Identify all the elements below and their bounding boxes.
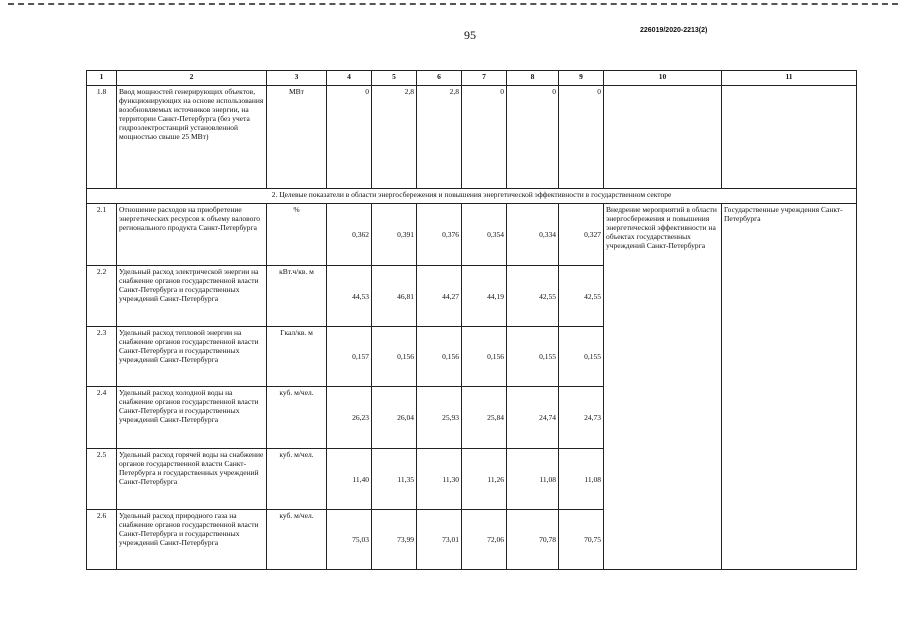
unit-cell: кВт.ч/кв. м xyxy=(267,266,327,327)
row-number: 1.8 xyxy=(87,86,117,189)
responsible-cell: Государственные учреждения Санкт-Петербурга xyxy=(722,204,857,570)
value-cell: 26,04 xyxy=(372,387,417,449)
indicator-name: Удельный расход электрической энергии на снабжение органов государственной власти Санкт-Петербурга и государственных учреждений Санкт-Петербурга xyxy=(117,266,267,327)
value-cell: 0,156 xyxy=(462,327,507,387)
value-cell: 73,01 xyxy=(417,510,462,570)
value-cell: 42,55 xyxy=(507,266,559,327)
value-cell: 2,8 xyxy=(372,86,417,189)
value-cell: 0,156 xyxy=(417,327,462,387)
indicators-table xyxy=(86,70,857,570)
indicator-name: Удельный расход тепловой энергии на снабжение органов государственной власти Санкт-Петербурга и государственных учреждений Санкт-Петербурга xyxy=(117,327,267,387)
value-cell: 11,35 xyxy=(372,449,417,510)
value-cell: 0,156 xyxy=(372,327,417,387)
indicator-name: Удельный расход горячей воды на снабжение органов государственной власти Санкт-Петербурга и государственных учреждений Санкт-Петербурга xyxy=(117,449,267,510)
section-title: 2. Целевые показатели в области энергосбережения и повышения энергетической эффективности в государственном секторе xyxy=(87,189,857,204)
table-row xyxy=(87,86,857,189)
table-row xyxy=(87,204,857,266)
value-cell: 0,327 xyxy=(559,204,604,266)
value-cell: 70,75 xyxy=(559,510,604,570)
header-cell: 10 xyxy=(604,71,722,86)
value-cell: 0 xyxy=(559,86,604,189)
header-row xyxy=(87,71,857,86)
indicator-name: Удельный расход природного газа на снабжение органов государственной власти Санкт-Петербурга и государственных учреждений Санкт-Петербурга xyxy=(117,510,267,570)
row-number: 2.6 xyxy=(87,510,117,570)
empty-cell xyxy=(722,86,857,189)
row-number: 2.4 xyxy=(87,387,117,449)
value-cell: 73,99 xyxy=(372,510,417,570)
row-number: 2.5 xyxy=(87,449,117,510)
value-cell: 0,155 xyxy=(507,327,559,387)
indicator-name: Ввод мощностей генерирующих объектов, функционирующих на основе использования возобновляемых источников энергии, на территории Санкт-Петербурга (без учета гидроэлектростанций установленной мощностью свыше 25 МВт) xyxy=(117,86,267,189)
value-cell: 42,55 xyxy=(559,266,604,327)
indicator-name: Удельный расход холодной воды на снабжение органов государственной власти Санкт-Петербурга и государственных учреждений Санкт-Петербурга xyxy=(117,387,267,449)
header-cell: 8 xyxy=(507,71,559,86)
value-cell: 24,73 xyxy=(559,387,604,449)
value-cell: 0 xyxy=(507,86,559,189)
value-cell: 70,78 xyxy=(507,510,559,570)
document-code: 226019/2020-2213(2) xyxy=(640,27,708,34)
value-cell: 0,354 xyxy=(462,204,507,266)
row-number: 2.3 xyxy=(87,327,117,387)
value-cell: 0,362 xyxy=(327,204,372,266)
header-cell: 6 xyxy=(417,71,462,86)
unit-cell: Гкал/кв. м xyxy=(267,327,327,387)
value-cell: 0,157 xyxy=(327,327,372,387)
value-cell: 75,03 xyxy=(327,510,372,570)
unit-cell: % xyxy=(267,204,327,266)
value-cell: 0 xyxy=(327,86,372,189)
value-cell: 0 xyxy=(462,86,507,189)
unit-cell: МВт xyxy=(267,86,327,189)
value-cell: 44,53 xyxy=(327,266,372,327)
measures-cell: Внедрение мероприятий в области энергосбережения и повышения энергетической эффективности на объектах государственных учреждений Санкт-Петербурга xyxy=(604,204,722,570)
value-cell: 11,40 xyxy=(327,449,372,510)
value-cell: 44,19 xyxy=(462,266,507,327)
header-cell: 7 xyxy=(462,71,507,86)
value-cell: 11,30 xyxy=(417,449,462,510)
value-cell: 44,27 xyxy=(417,266,462,327)
header-cell: 5 xyxy=(372,71,417,86)
value-cell: 0,155 xyxy=(559,327,604,387)
value-cell: 25,93 xyxy=(417,387,462,449)
header-cell: 3 xyxy=(267,71,327,86)
header-cell: 9 xyxy=(559,71,604,86)
value-cell: 26,23 xyxy=(327,387,372,449)
value-cell: 11,08 xyxy=(559,449,604,510)
row-number: 2.2 xyxy=(87,266,117,327)
unit-cell: куб. м/чел. xyxy=(267,510,327,570)
value-cell: 72,06 xyxy=(462,510,507,570)
row-number: 2.1 xyxy=(87,204,117,266)
value-cell: 25,84 xyxy=(462,387,507,449)
header-cell: 1 xyxy=(87,71,117,86)
indicator-name: Отношение расходов на приобретение энергетических ресурсов к объему валового регионального продукта Санкт-Петербурга xyxy=(117,204,267,266)
unit-cell: куб. м/чел. xyxy=(267,387,327,449)
value-cell: 0,376 xyxy=(417,204,462,266)
value-cell: 2,8 xyxy=(417,86,462,189)
scan-edge-line xyxy=(8,3,898,5)
value-cell: 0,334 xyxy=(507,204,559,266)
value-cell: 11,26 xyxy=(462,449,507,510)
unit-cell: куб. м/чел. xyxy=(267,449,327,510)
page-number: 95 xyxy=(464,28,476,42)
value-cell: 46,81 xyxy=(372,266,417,327)
header-cell: 4 xyxy=(327,71,372,86)
value-cell: 0,391 xyxy=(372,204,417,266)
header-cell: 11 xyxy=(722,71,857,86)
header-cell: 2 xyxy=(117,71,267,86)
value-cell: 24,74 xyxy=(507,387,559,449)
empty-cell xyxy=(604,86,722,189)
value-cell: 11,08 xyxy=(507,449,559,510)
section-row xyxy=(87,189,857,204)
